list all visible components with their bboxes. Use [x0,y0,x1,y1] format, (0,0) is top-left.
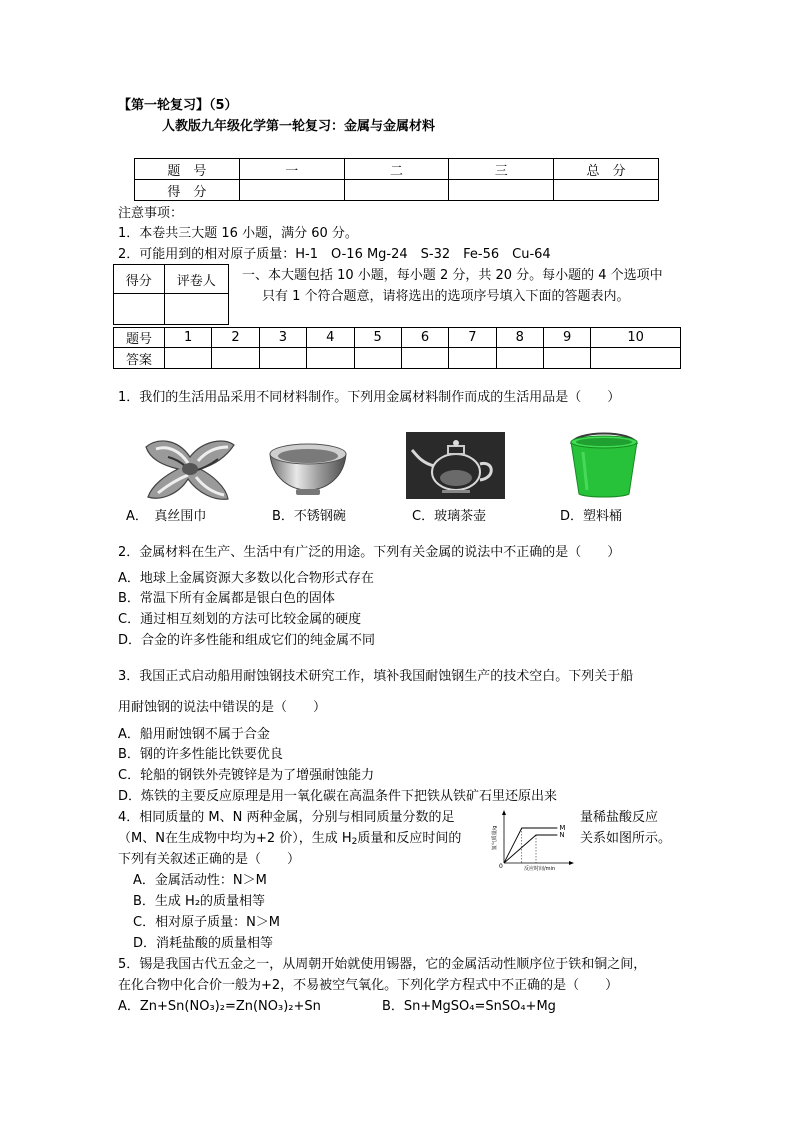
question-number-cell: 4 [307,328,354,348]
score-cell[interactable] [239,180,344,201]
q1-option-d: D．塑料桶 [560,509,623,524]
page-title: 人教版九年级化学第一轮复习：金属与金属材料 [162,119,436,134]
q2-option-c: C．通过相互刻划的方法可比较金属的硬度 [118,612,362,627]
q1-stem: 1．我们的生活用品采用不同材料制作。下列用金属材料制作而成的生活用品是（ ） [118,390,621,405]
score-table [134,158,659,201]
answer-cell[interactable] [354,348,401,369]
answer-cell[interactable] [165,348,212,369]
q4-option-b: B．生成 H₂的质量相等 [133,894,266,909]
score-label-cell: 得 分 [135,180,240,201]
answer-cell[interactable] [591,348,681,369]
question-number-cell: 8 [496,328,543,348]
q4-option-d: D．消耗盐酸的质量相等 [133,936,274,951]
series-label-n: N [559,831,565,839]
score-header-cell: 题 号 [135,159,240,180]
q4-option-a: A．金属活动性：N＞M [133,873,267,888]
q3-option-b: B．钢的许多性能比铁要优良 [118,747,283,762]
question-number-cell: 9 [544,328,591,348]
x-axis-label: 反应时间/min [524,866,556,872]
steel-bowl-image [266,440,350,498]
answer-cell[interactable] [449,348,496,369]
series-label-m: M [559,824,566,832]
scarf-image [138,435,240,505]
q3-option-d: D．炼铁的主要反应原理是用一氧化碳在高温条件下把铁从铁矿石里还原出来 [118,789,558,804]
question-number-cell: 6 [401,328,448,348]
note-item: 1．本卷共三大题 16 小题，满分 60 分。 [118,226,358,241]
answer-row-label: 答案 [114,348,165,369]
q4-stem-tail: 量稀盐酸反应 [580,810,659,825]
answer-cell[interactable] [496,348,543,369]
q1-option-c: C．玻璃茶壶 [412,509,487,524]
glass-teapot-image [406,432,505,499]
answer-header-label: 题号 [114,328,165,348]
question-number-cell: 3 [259,328,306,348]
score-header-cell: 二 [344,159,449,180]
grader-score-cell[interactable] [114,294,165,325]
q4-stem: 4．相同质量的 M、N 两种金属，分别与相同质量分数的足 [118,810,455,825]
q3-option-c: C．轮船的钢铁外壳镀锌是为了增强耐蚀能力 [118,768,375,783]
q4-stem: （M、N在生成物中均为+2 价），生成 $H_2$质量和反应时间的 [118,831,462,847]
section1-instructions: 一、本大题包括 10 小题，每小题 2 分，共 20 分。每小题的 4 个选项中 [242,268,663,283]
q2-stem: 2．金属材料在生产、生活中有广泛的用途。下列有关金属的说法中不正确的是（ ） [118,545,621,560]
q1-option-a: A． 真丝围巾 [126,509,207,524]
section1-instructions: 只有 1 个符合题意，请将选出的选项序号填入下面的答题表内。 [262,289,630,304]
score-header-cell: 一 [239,159,344,180]
answer-cell[interactable] [401,348,448,369]
score-cell[interactable] [344,180,449,201]
q4-stem-tail: 关系如图所示。 [580,831,672,846]
grader-score-label: 得分 [114,265,165,294]
question-number-cell: 7 [449,328,496,348]
plastic-bucket-image [565,428,643,500]
q1-option-b: B．不锈钢碗 [272,509,346,524]
question-number-cell: 1 [165,328,212,348]
grader-name-cell[interactable] [164,294,229,325]
score-cell[interactable] [449,180,554,201]
answer-cell[interactable] [212,348,259,369]
q4-option-c: C．相对原子质量：N＞M [133,915,281,930]
score-cell[interactable] [554,180,659,201]
q3-stem: 3．我国正式启动船用耐蚀钢技术研究工作，填补我国耐蚀钢生产的技术空白。下列关于船 [118,669,634,684]
origin-label: 0 [499,863,503,870]
answer-cell[interactable] [259,348,306,369]
reaction-chart [490,808,576,872]
q2-option-a: A．地球上金属资源大多数以化合物形式存在 [118,571,374,586]
q5-option-b: B．Sn+MgSO₄=SnSO₄+Mg [382,999,556,1014]
answer-cell[interactable] [307,348,354,369]
q5-stem: 5．锡是我国古代五金之一，从周朝开始就使用锡器，它的金属活动性顺序位于铁和铜之间， [118,957,647,972]
score-header-cell: 总 分 [554,159,659,180]
answer-cell[interactable] [544,348,591,369]
note-item: 2．可能用到的相对原子质量：H-1 O-16 Mg-24 S-32 Fe-56 Cu-64 [118,247,551,262]
question-number-cell: 5 [354,328,401,348]
x-axis-arrow [569,861,574,865]
y-axis-label: 氢气质量/g [492,825,498,851]
q5-option-a: A．Zn+Sn(NO₃)₂=Zn(NO₃)₂+Sn [118,999,321,1014]
grader-name-label: 评卷人 [164,265,229,294]
series-line-m [504,828,557,863]
question-number-cell: 10 [591,328,681,348]
q3-stem: 用耐蚀钢的说法中错误的是（ ） [118,700,327,715]
series-label: 【第一轮复习】（5） [118,98,238,113]
series-line-n [504,835,557,863]
answer-table [113,327,681,369]
question-number-cell: 2 [212,328,259,348]
q3-option-a: A．船用耐蚀钢不属于合金 [118,727,270,742]
q5-stem: 在化合物中化合价一般为+2，不易被空气氧化。下列化学方程式中不正确的是（ ） [118,978,619,993]
grader-box [113,264,229,325]
notes-heading: 注意事项： [118,206,184,221]
q4-stem: 下列有关叙述正确的是（ ） [118,852,301,867]
q2-option-b: B．常温下所有金属都是银白色的固体 [118,591,335,606]
q2-option-d: D．合金的许多性能和组成它们的纯金属不同 [118,633,376,648]
y-axis-arrow [502,810,506,815]
score-header-cell: 三 [449,159,554,180]
